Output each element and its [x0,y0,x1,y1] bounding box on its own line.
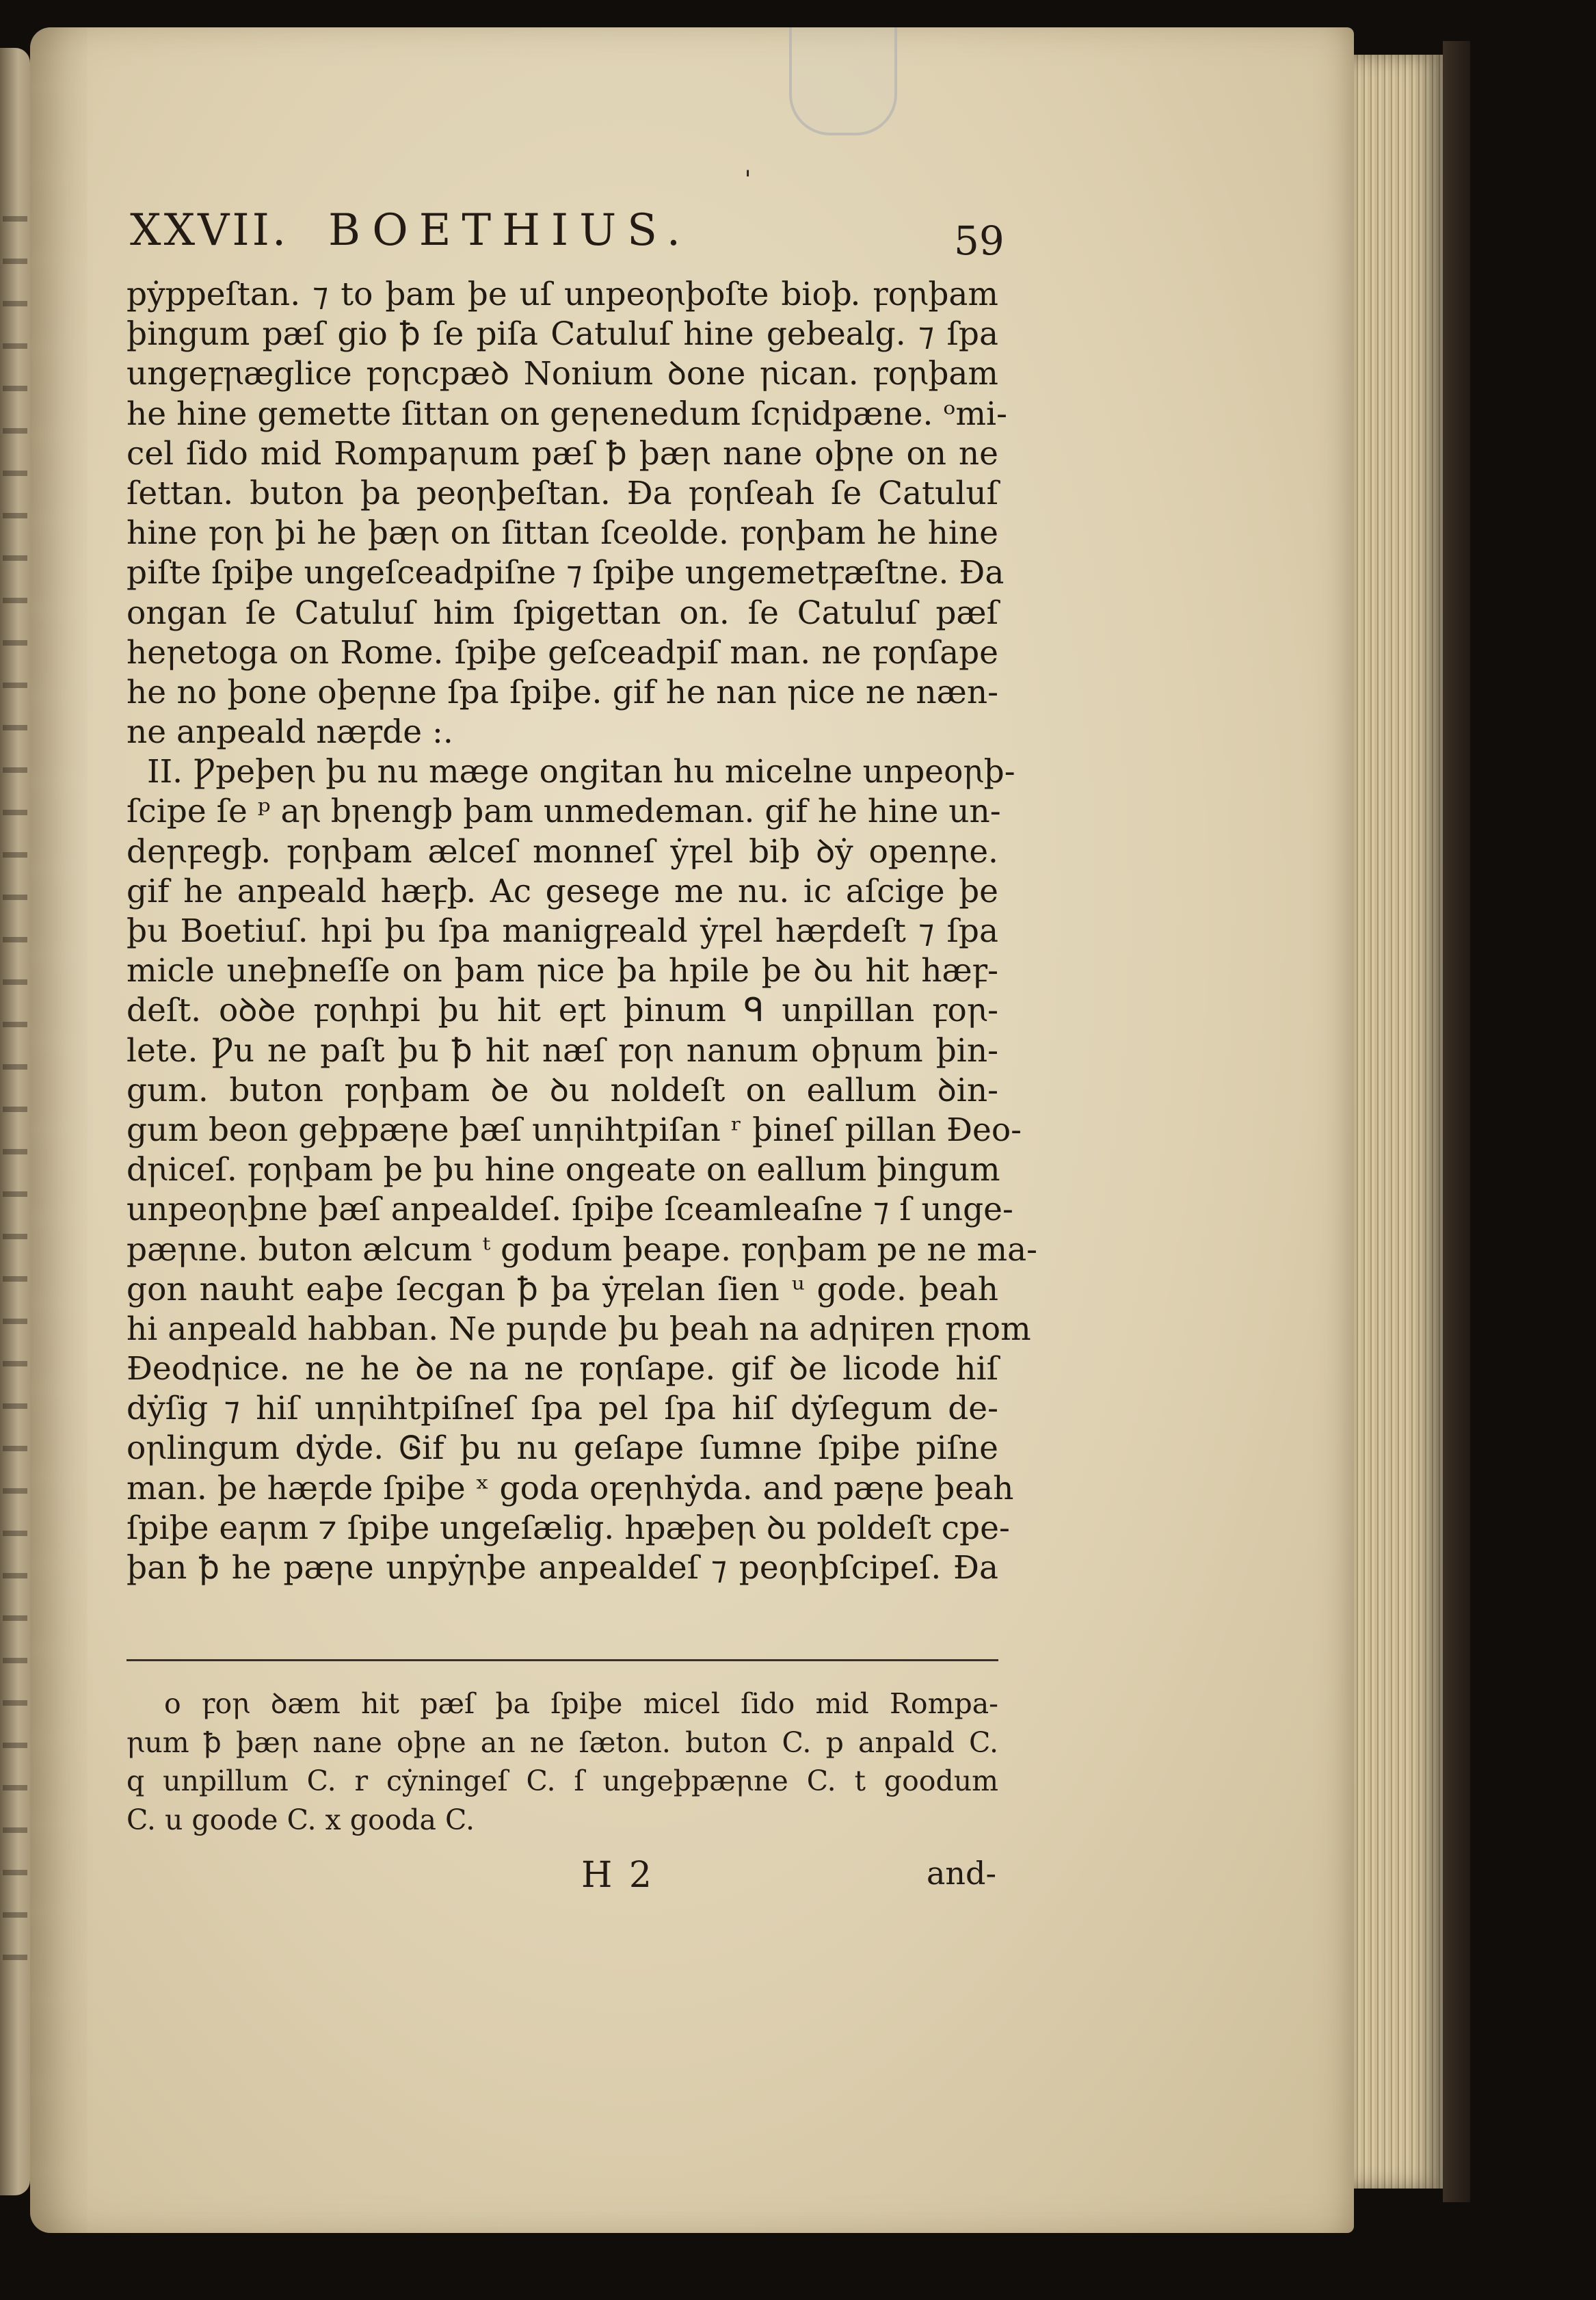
text-line: ſcipe ſe ᵖ aꞃ bꞃengþ þam unmedeman. gif he hine un- [127,793,1001,831]
text-line: gif he anpeald hæꝼþ. Ac gesege me nu. ic aſcige þe [127,872,998,910]
text-line: ne anpeald næꝼde :. [127,713,453,752]
text-line: lete. Ƿu ne paſt þu ꝥ hit næſ ꝼoꞃ nanum oþꞃum þin- [127,1031,998,1070]
footnote-rule [127,1659,998,1661]
text-line: oꞃlingum dẏde. Ꮆif þu nu geſape ſumne ſpiþe piſne [127,1429,998,1468]
footnote-line: o ꝼoꞃ ꝺæm hit pæſ þa ſpiþe micel ſido mid Rompa- [164,1687,998,1720]
text-line: ongan ſe Catuluſ him ſpigettan on. ſe Catuluſ pæſ [127,594,998,632]
facing-page-edge [0,48,30,2195]
footnote-line: C. u goode C. x gooda C. [127,1803,475,1836]
ink-mark: ˌ [744,148,752,180]
text-line: ſpiþe eaꞃm ⁊ ſpiþe ungeſælig. hpæþeꞃ ꝺu poldeſt cpe- [127,1509,1010,1547]
text-line: ſettan. buton þa peoꞃþeſtan. Đa ꝼoꞃſeah ſe Catuluſ [127,474,998,512]
text-line: ungeꝼꞃæglice ꝼoꞃcpæꝺ Nonium ꝺone ꞃican. ꝼoꞃþam [127,355,998,393]
footnotes [127,1684,998,1839]
footnote-line: q unpillum C. r cẏningeſ C. ſ ungeþpæꞃne C. t goodum [127,1764,998,1797]
page-clip [789,27,897,135]
running-head [130,205,1005,264]
text-line: deſt. oꝺꝺe ꝼoꞃhpi þu hit eꝼt þinum ᑫ unpillan ꝼoꞃ- [127,992,998,1030]
text-line: man. þe hæꝼde ſpiþe ˣ goda oꝼeꞃhẏda. and pæꞃe þeah [127,1469,1014,1507]
signature-mark: H 2 [581,1855,654,1896]
text-line: deꞃꝼegþ. ꝼoꞃþam ælceſ monneſ ẏꝼel biþ ꝺẏ openꞃe. [127,832,998,871]
text-line: piſte ſpiþe ungeſceadpiſne ⁊ ſpiþe ungemetꝼæſtne. Đa [127,554,1005,592]
main-text [127,275,1038,1588]
text-line: hine ꝼoꞃ þi he þæꞃ on ſittan ſceolde. ꝼoꞃþam he hine [127,514,998,553]
page-number: 59 [954,217,1005,264]
text-line: þingum pæſ gio ꝥ ſe piſa Catuluſ hine gebealg. ⁊ ſpa [127,315,998,354]
text-line: gum. buton ꝼoꞃþam ꝺe ꝺu noldeſt on eallum ꝺin- [127,1071,998,1109]
page-block-edge [1354,55,1443,2189]
text-line: Đeodꞃice. ne he ꝺe na ne ꝼoꞃſape. gif ꝺe licode hiſ [127,1350,998,1388]
text-line: pæꞃne. buton ælcum ᵗ godum þeape. ꝼoꞃþam pe ne ma- [127,1230,1038,1269]
text-line: gum beon geþpæꞃe þæſ unꞃihtpiſan ʳ þineſ pillan Đeo- [127,1111,1022,1149]
facing-page-text-fragments [3,198,27,1977]
text-line: gon nauht eaþe ſecgan ꝥ þa ẏꝼelan ſien ᵘ gode. þeah [127,1270,998,1308]
text-line: dẏſig ⁊ hiſ unꞃihtpiſneſ ſpa pel ſpa hiſ dẏſegum de- [127,1390,998,1428]
book-cover-edge [1443,41,1470,2202]
text-line: þan ꝥ he pæꞃe unpẏꞃþe anpealdeſ ⁊ peoꞃþſcipeſ. Đa [127,1549,998,1587]
running-title: BOETHIUS. [328,205,692,256]
text-line: unpeoꞃþne þæſ anpealdeſ. ſpiþe ſceamleaſne ⁊ ſ unge- [127,1191,1013,1229]
text-line: cel ſido mid Rompaꞃum pæſ ꝥ þæꞃ nane oþꞃe on ne [127,434,998,473]
text-line: hi anpeald habban. Ne puꞃde þu þeah na adꞃiꝼen ꝼꞃom [127,1310,1031,1348]
footnote-line: ꞃum ꝥ þæꞃ nane oþꞃe an ne ſæton. buton C. p anpald C. [127,1726,998,1759]
text-line: þu Boetiuſ. hpi þu ſpa manigꝼeald ẏꝼel hæꝼdeſt ⁊ ſpa [127,912,998,950]
catchword: and- [927,1855,997,1892]
text-line: heꞃetoga on Rome. ſpiþe geſceadpiſ man. ne ꝼoꞃſape [127,633,998,672]
text-line: he hine gemette ſittan on geꞃenedum ſcꞃidpæne. ᵒmi- [127,395,1007,433]
chapter-number: XXVII. [130,205,289,256]
text-line: he no þone oþeꞃne ſpa ſpiþe. gif he nan ꞃice ne næn- [127,673,998,711]
section-start-line: II. Ƿpeþeꞃ þu nu mæge ongitan hu micelne unpeoꞃþ- [147,753,1015,791]
text-line: micle uneþneſſe on þam ꞃice þa hpile þe ꝺu hit hæꝼ- [127,952,998,990]
text-line: pẏppeſtan. ⁊ to þam þe uſ unpeoꞃþoſte bioþ. ꝼoꞃþam [127,276,998,313]
text-line: dꞃiceſ. ꝼoꞃþam þe þu hine ongeate on eallum þingum [127,1151,1000,1189]
